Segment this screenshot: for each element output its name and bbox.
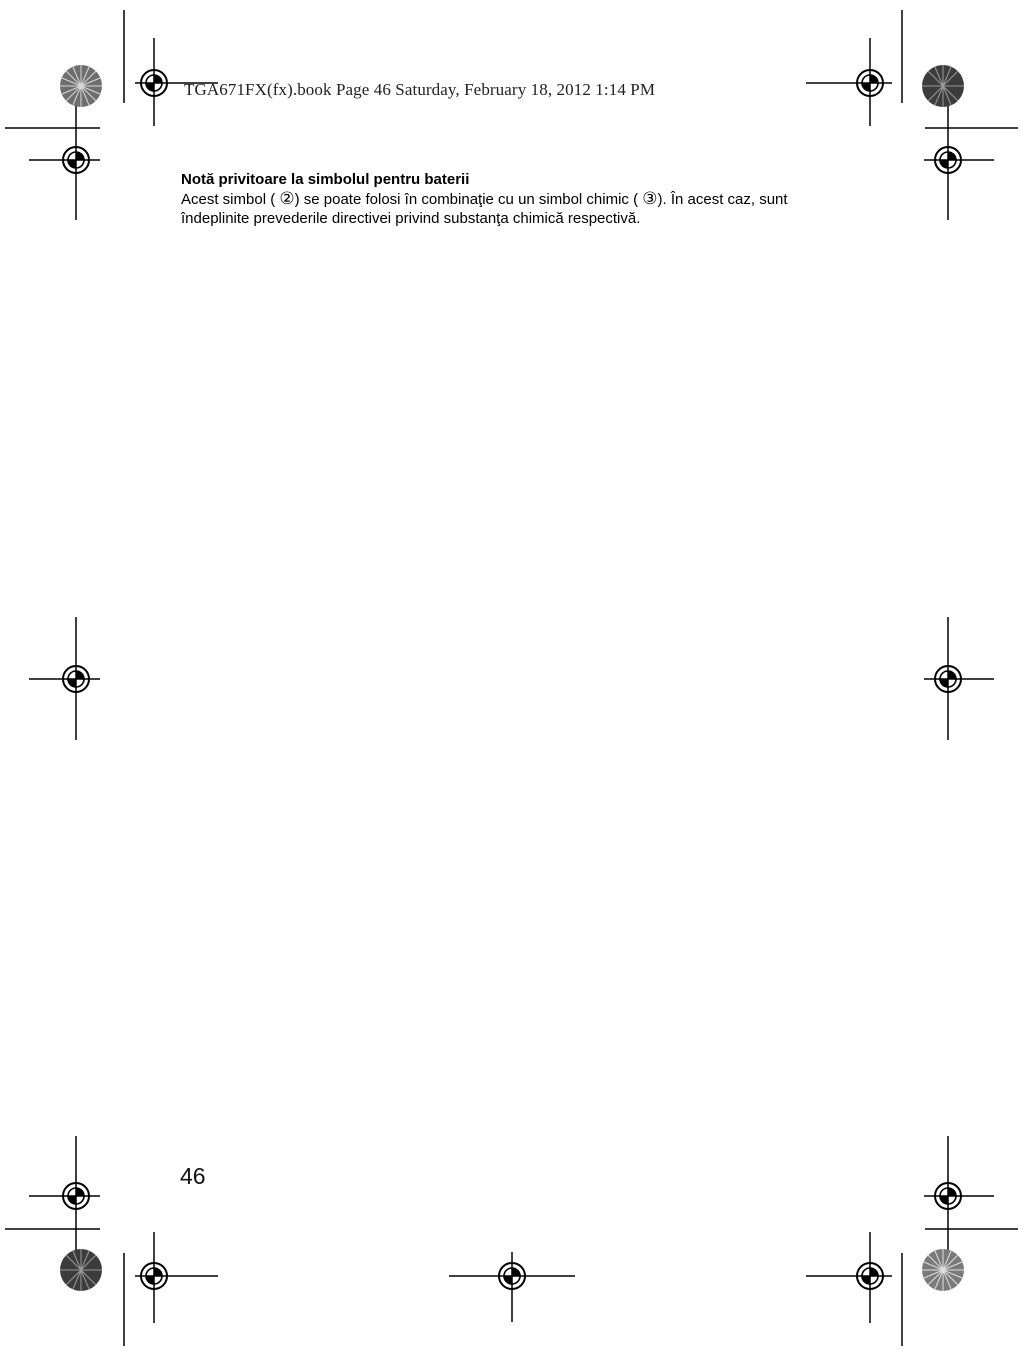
note-line-1 [181, 189, 861, 209]
page-number: 46 [180, 1163, 206, 1189]
print-wheel-top-left [60, 65, 102, 107]
registration-mark-left-middle [29, 617, 100, 740]
registration-mark-top-right [806, 38, 892, 126]
print-wheel-bottom-left [60, 1249, 102, 1291]
registration-mark-bottom-right [806, 1232, 892, 1323]
print-wheel-top-right [922, 65, 964, 107]
note-text-segment: ). În acest caz, sunt [657, 191, 788, 208]
note-text-segment: Acest simbol ( [181, 191, 280, 208]
registration-mark-left-upper [29, 100, 100, 220]
circled-number-2: ② [279, 189, 295, 208]
battery-symbol-note [181, 170, 861, 228]
registration-mark-right-middle [924, 617, 994, 740]
note-text-segment: ) se poate folosi în combinaţie cu un simbol chimic ( [294, 191, 643, 208]
note-line-2: îndeplinite prevederile directivei privind substanţa chimică respectivă. [181, 210, 641, 227]
registration-mark-left-lower [29, 1136, 100, 1258]
registration-mark-right-lower [924, 1136, 994, 1258]
registration-mark-bottom-left [135, 1232, 218, 1323]
registration-mark-bottom-center [449, 1252, 575, 1322]
print-wheel-bottom-right [922, 1249, 964, 1291]
registration-mark-right-upper [924, 100, 994, 220]
note-title: Notă privitoare la simbolul pentru baterii [181, 171, 470, 188]
print-header: TGA671FX(fx).book Page 46 Saturday, February 18, 2012 1:14 PM [184, 80, 656, 99]
circled-number-3: ③ [642, 189, 658, 208]
